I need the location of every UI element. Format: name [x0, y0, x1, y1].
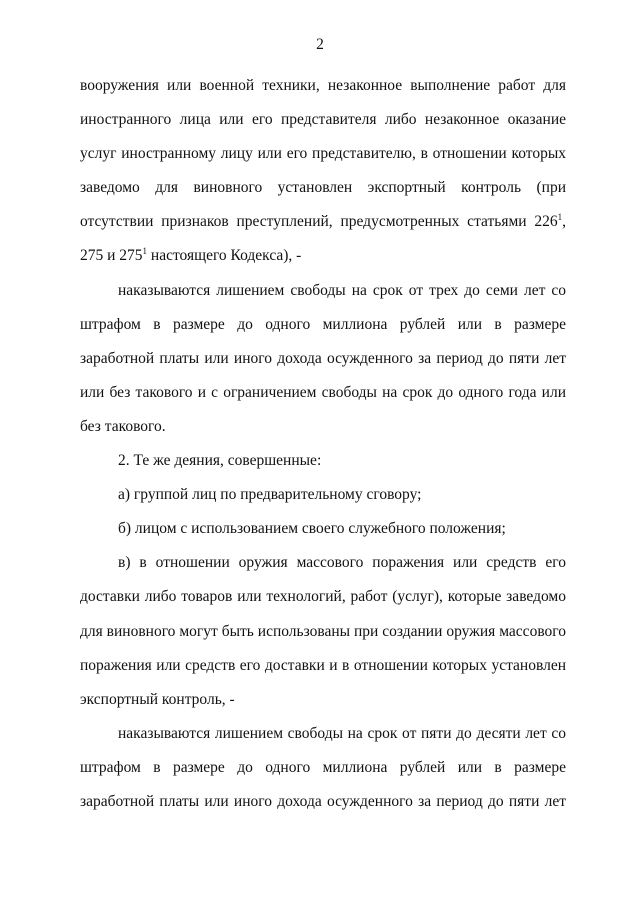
- superscript-article-226: 1: [557, 212, 563, 223]
- paragraph-item-a: а) группой лиц по предварительному сговору;: [118, 486, 422, 504]
- paragraph-part-2-heading: 2. Те же деяния, совершенные:: [118, 452, 322, 470]
- paragraph-item-b: б) лицом с использованием своего служебного положения;: [118, 520, 506, 538]
- paragraph-punishment-2: наказываются лишением свободы на срок от пяти до десяти лет со штрафом в размере до одного миллиона рублей или в размере заработной платы или иного дохода осужденного за период до пяти лет: [80, 724, 566, 810]
- paragraph-punishment-1: наказываются лишением свободы на срок от трех до семи лет со штрафом в размере до одного миллиона рублей или в размере заработной платы или иного дохода осужденного за период до пяти лет или без такового и с ограничением свободы на срок до одного года или без такового.: [80, 281, 566, 435]
- document-body: [80, 69, 566, 819]
- paragraph-text: настоящего Кодекса), -: [147, 247, 302, 265]
- paragraph-text: , 275 и 275: [80, 213, 566, 265]
- superscript-article-275: 1: [142, 246, 148, 257]
- paragraph-weapons-export: [80, 69, 566, 274]
- paragraph-text: вооружения или военной техники, незаконное выполнение работ для иностранного лица или его представителя либо незаконное оказание услуг иностранному лицу или его представителю, в отношении которых заведомо для виновного установлен экспортный контроль (при отсутствии признаков преступлений, предусмотренных статьями 226: [80, 77, 566, 231]
- paragraph-item-v: в) в отношении оружия массового поражения или средств его доставки либо товаров или технологий, работ (услуг), которые заведомо для виновного могут быть использованы при создании оружия массового поражения или средств его доставки и в отношении которых установлен экспортный контроль, -: [80, 554, 566, 708]
- page-number: 2: [316, 36, 324, 53]
